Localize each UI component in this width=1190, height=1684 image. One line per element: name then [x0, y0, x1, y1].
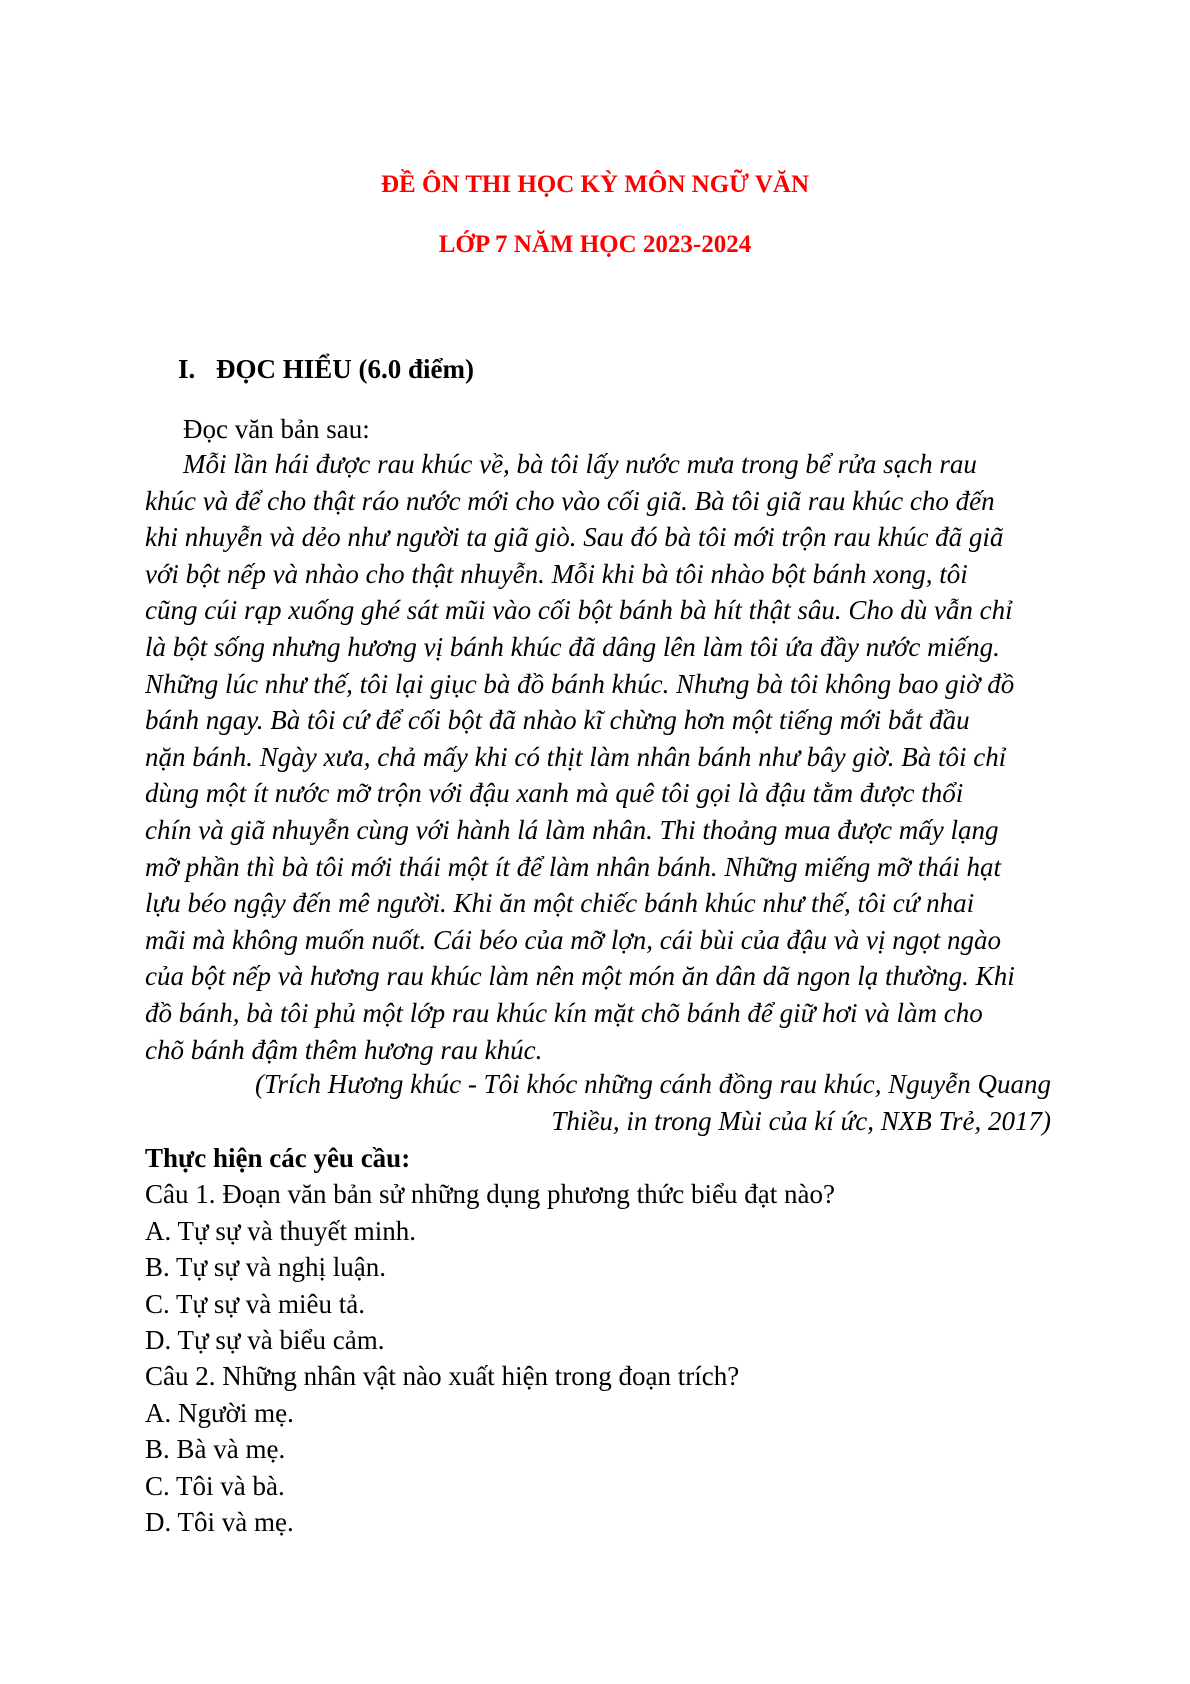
answer-option: D. Tự sự và biểu cảm. [145, 1325, 385, 1356]
passage-line: chín và giã nhuyễn cùng với hành lá làm nhân. Thi thoảng mua được mấy lạng [145, 814, 999, 845]
questions-block [145, 1140, 1051, 1540]
answer-option: C. Tôi và bà. [145, 1470, 285, 1501]
section-number: I. [178, 354, 196, 384]
answer-option: C. Tự sự và miêu tả. [145, 1288, 365, 1319]
passage-line: mỡ phần thì bà tôi mới thái một ít để làm nhân bánh. Những miếng mỡ thái hạt [145, 851, 1001, 882]
citation-line: (Trích Hương khúc - Tôi khóc những cánh đồng rau khúc, Nguyễn Quang [255, 1069, 1051, 1099]
document-title-line-1: ĐỀ ÔN THI HỌC KỲ MÔN NGỮ VĂN [380, 171, 810, 198]
passage-line: lựu béo ngậy đến mê người. Khi ăn một chiếc bánh khúc như thế, tôi cứ nhai [145, 888, 975, 919]
document-title-line-2: LỚP 7 NĂM HỌC 2023-2024 [438, 231, 752, 258]
passage-line: bánh ngay. Bà tôi cứ để cối bột đã nhào kĩ chừng hơn một tiếng mới bắt đầu [145, 705, 970, 736]
passage-line: dùng một ít nước mỡ trộn với đậu xanh mà quê tôi gọi là đậu tằm được thổi [145, 778, 964, 809]
answer-option: B. Bà và mẹ. [145, 1434, 286, 1465]
answer-option: A. Người mẹ. [145, 1397, 294, 1428]
passage-line: khúc và để cho thật ráo nước mới cho vào cối giã. Bà tôi giã rau khúc cho đến [145, 485, 995, 516]
answer-option: D. Tôi và mẹ. [145, 1507, 294, 1538]
passage-line: là bột sống nhưng hương vị bánh khúc đã dâng lên làm tôi ứa đầy nước miếng. [145, 631, 1000, 662]
passage-line: với bột nếp và nhào cho thật nhuyễn. Mỗi khi bà tôi nhào bột bánh xong, tôi [145, 558, 968, 589]
passage-citation [145, 1066, 1051, 1139]
answer-option: B. Tự sự và nghị luận. [145, 1252, 387, 1283]
citation-line: Thiều, in trong Mùi của kí ức, NXB Trẻ, 2017) [551, 1105, 1051, 1136]
passage-line: Những lúc như thế, tôi lại giục bà đồ bánh khúc. Nhưng bà tôi không bao giờ đồ [145, 668, 1015, 699]
section-title: ĐỌC HIỂU (6.0 điểm) [216, 354, 474, 384]
passage-line: nặn bánh. Ngày xưa, chả mấy khi có thịt làm nhân bánh như bây giờ. Bà tôi chỉ [145, 741, 1007, 772]
section-heading [178, 352, 474, 386]
passage-line: đồ bánh, bà tôi phủ một lớp rau khúc kín mặt chõ bánh để giữ hơi và làm cho [145, 997, 983, 1028]
passage-line: chõ bánh đậm thêm hương rau khúc. [145, 1034, 543, 1065]
passage-line: Mỗi lần hái được rau khúc về, bà tôi lấy nước mưa trong bể rửa sạch rau [183, 449, 977, 479]
passage-line: mãi mà không muốn nuốt. Cái béo của mỡ lợn, cái bùi của đậu và vị ngọt ngào [145, 924, 1001, 955]
passage-line: cũng cúi rạp xuống ghé sát mũi vào cối bột bánh bà hít thật sâu. Cho dù vẫn chỉ [145, 595, 1013, 626]
reading-passage [145, 446, 1051, 1068]
question-prompt: Câu 2. Những nhân vật nào xuất hiện trong đoạn trích? [145, 1361, 740, 1392]
passage-line: của bột nếp và hương rau khúc làm nên một món ăn dân dã ngon lạ thường. Khi [145, 961, 1015, 992]
passage-line: khi nhuyễn và dẻo như người ta giã giò. Sau đó bà tôi mới trộn rau khúc đã giã [145, 522, 1004, 553]
tasks-heading: Thực hiện các yêu cầu: [145, 1143, 411, 1173]
answer-option: A. Tự sự và thuyết minh. [145, 1215, 417, 1246]
question-prompt: Câu 1. Đoạn văn bản sử những dụng phương thức biểu đạt nào? [145, 1179, 835, 1210]
reading-instruction: Đọc văn bản sau: [183, 414, 370, 444]
